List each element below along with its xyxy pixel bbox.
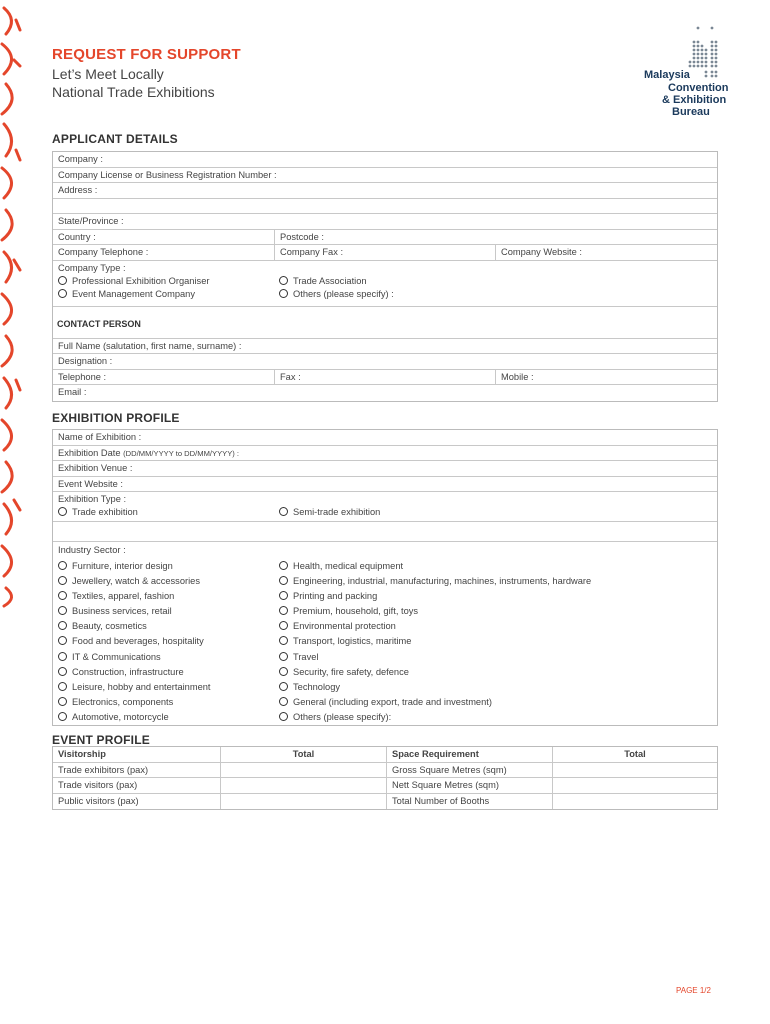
- header-space-requirement: Space Requirement: [386, 747, 552, 762]
- radio-circle-icon: [58, 636, 67, 645]
- industry-sector-option[interactable]: Environmental protection: [274, 619, 717, 634]
- industry-sector-left-column: [53, 559, 274, 726]
- industry-sector-option[interactable]: IT & Communications: [53, 650, 274, 665]
- industry-sector-option[interactable]: Others (please specify):: [274, 710, 717, 725]
- radio-event-management-company[interactable]: Event Management Company: [53, 287, 274, 300]
- radio-circle-icon: [279, 507, 288, 516]
- logo-text-bureau: Convention & Exhibition Bureau: [662, 82, 729, 118]
- public-visitors-total-field[interactable]: [220, 794, 386, 810]
- form-title: REQUEST FOR SUPPORT: [52, 46, 241, 63]
- radio-circle-icon: [58, 289, 67, 298]
- email-row[interactable]: Email :: [58, 387, 87, 397]
- mycEB-logo: [640, 22, 740, 118]
- industry-sector-group: Industry Sector : Furniture, interior design Jewellery, watch & accessories Textiles, apparel, fashion Business services, retail Beauty, cosmetics Food and beverages, hospitality IT & Communications Construction, infrastructure Leisure, hobby and entertainment Electronics, components Automotive, motorcycle Health, medical equipment Engineering, industrial, manufacturing, machines, instruments, hardware Printing and packing Premium, household, gift, toys Environmental protection Transport, logistics, maritime Travel Security, fire safety, defence Technology General (including export, trade and investment) Others (please specify):: [53, 542, 717, 725]
- contact-spacer: [53, 307, 717, 339]
- exhibition-name-row[interactable]: Name of Exhibition :: [53, 430, 717, 446]
- radio-circle-icon: [279, 667, 288, 676]
- exhibition-profile-form: [52, 429, 718, 726]
- header-visitorship: Visitorship: [58, 749, 106, 759]
- radio-circle-icon: [279, 712, 288, 721]
- industry-sector-option[interactable]: Business services, retail: [53, 604, 274, 619]
- exhibition-venue-row[interactable]: Exhibition Venue :: [53, 461, 717, 477]
- radio-circle-icon: [58, 507, 67, 516]
- industry-sector-option[interactable]: Leisure, hobby and entertainment: [53, 680, 274, 695]
- industry-sector-option[interactable]: Security, fire safety, defence: [274, 665, 717, 680]
- radio-circle-icon: [279, 636, 288, 645]
- radio-circle-icon: [58, 606, 67, 615]
- industry-sector-option[interactable]: Jewellery, watch & accessories: [53, 574, 274, 589]
- telephone-fax-website-row: [53, 245, 717, 261]
- radio-circle-icon: [279, 276, 288, 285]
- radio-circle-icon: [279, 576, 288, 585]
- table-row: Public visitors (pax) Total Number of Booths: [53, 794, 717, 810]
- radio-circle-icon: [279, 591, 288, 600]
- industry-sector-option[interactable]: Transport, logistics, maritime: [274, 634, 717, 649]
- radio-circle-icon: [279, 697, 288, 706]
- radio-circle-icon: [58, 621, 67, 630]
- industry-sector-option[interactable]: Textiles, apparel, fashion: [53, 589, 274, 604]
- radio-trade-exhibition[interactable]: Trade exhibition: [53, 505, 274, 518]
- industry-sector-option[interactable]: Beauty, cosmetics: [53, 619, 274, 634]
- state-row[interactable]: State/Province :: [53, 214, 717, 230]
- company-row[interactable]: Company :: [53, 152, 717, 168]
- industry-sector-option[interactable]: Electronics, components: [53, 695, 274, 710]
- nett-sqm-total-field[interactable]: [552, 778, 717, 793]
- company-fax-field[interactable]: Company Fax :: [274, 245, 495, 260]
- country-field[interactable]: Country :: [58, 231, 96, 242]
- radio-circle-icon: [58, 276, 67, 285]
- industry-sector-option[interactable]: Printing and packing: [274, 589, 717, 604]
- contact-fax-field[interactable]: Fax :: [274, 370, 495, 385]
- industry-sector-option[interactable]: General (including export, trade and investment): [274, 695, 717, 710]
- industry-sector-option[interactable]: Health, medical equipment: [274, 559, 717, 574]
- radio-circle-icon: [58, 561, 67, 570]
- license-row[interactable]: Company License or Business Registration Number :: [53, 168, 717, 184]
- trade-exhibitors-total-field[interactable]: [220, 763, 386, 778]
- radio-circle-icon: [58, 667, 67, 676]
- radio-circle-icon: [58, 697, 67, 706]
- company-type-group: Company Type : Professional Exhibition Organiser Trade Association Event Management Company Others (please specify) :: [53, 261, 717, 307]
- page-number: PAGE 1/2: [676, 986, 711, 995]
- radio-circle-icon: [58, 576, 67, 585]
- form-header: [52, 46, 241, 100]
- radio-professional-exhibition-organiser[interactable]: Professional Exhibition Organiser: [53, 274, 274, 287]
- contact-phone-row: [53, 370, 717, 386]
- industry-sector-option[interactable]: Automotive, motorcycle: [53, 710, 274, 725]
- contact-mobile-field[interactable]: Mobile :: [495, 370, 717, 385]
- gross-sqm-total-field[interactable]: [552, 763, 717, 778]
- applicant-details-heading: APPLICANT DETAILS: [52, 132, 178, 146]
- radio-circle-icon: [279, 682, 288, 691]
- form-subtitle: Let’s Meet Locally: [52, 66, 164, 82]
- decorative-side-pattern: [0, 0, 22, 610]
- radio-trade-association[interactable]: Trade Association: [274, 274, 717, 287]
- radio-others-company-type[interactable]: Others (please specify) :: [274, 287, 717, 300]
- event-profile-heading: EVENT PROFILE: [52, 733, 150, 747]
- event-profile-table: [52, 746, 718, 810]
- logo-text-malaysia: Malaysia: [644, 69, 690, 81]
- trade-visitors-total-field[interactable]: [220, 778, 386, 793]
- header-total-visitors: Total: [220, 747, 386, 762]
- program-name: National Trade Exhibitions: [52, 84, 215, 100]
- postcode-field[interactable]: Postcode :: [274, 230, 717, 245]
- exhibition-spacer: [53, 522, 717, 542]
- radio-circle-icon: [279, 561, 288, 570]
- country-postcode-row: [53, 230, 717, 246]
- industry-sector-option[interactable]: Food and beverages, hospitality: [53, 634, 274, 649]
- event-website-row[interactable]: Event Website :: [53, 477, 717, 493]
- event-table-header: [53, 747, 717, 763]
- company-telephone-field[interactable]: Company Telephone :: [58, 247, 149, 257]
- contact-telephone-field[interactable]: Telephone :: [58, 371, 107, 382]
- radio-circle-icon: [279, 289, 288, 298]
- industry-sector-option[interactable]: Travel: [274, 650, 717, 665]
- industry-sector-right-column: [274, 559, 717, 726]
- exhibition-date-row[interactable]: Exhibition Date (DD/MM/YYYY to DD/MM/YYYY) :: [53, 446, 717, 462]
- radio-circle-icon: [58, 591, 67, 600]
- radio-circle-icon: [279, 652, 288, 661]
- radio-circle-icon: [279, 606, 288, 615]
- industry-sector-option[interactable]: Premium, household, gift, toys: [274, 604, 717, 619]
- table-row: Trade visitors (pax) Nett Square Metres (sqm): [53, 778, 717, 794]
- booths-total-field[interactable]: [552, 794, 717, 810]
- applicant-details-form: [52, 151, 718, 402]
- company-website-field[interactable]: Company Website :: [495, 245, 717, 260]
- radio-circle-icon: [58, 652, 67, 661]
- address-row[interactable]: Address :: [53, 183, 717, 199]
- radio-semi-trade-exhibition[interactable]: Semi-trade exhibition: [274, 505, 717, 518]
- exhibition-type-group: Exhibition Type : Trade exhibition Semi-trade exhibition: [53, 492, 717, 522]
- contact-person-heading: CONTACT PERSON: [57, 319, 141, 329]
- full-name-row[interactable]: Full Name (salutation, first name, surname) :: [53, 339, 717, 355]
- header-total-space: Total: [552, 747, 717, 762]
- industry-sector-option[interactable]: Engineering, industrial, manufacturing, machines, instruments, hardware: [274, 574, 717, 589]
- address-row-2[interactable]: [53, 199, 717, 215]
- industry-sector-option[interactable]: Furniture, interior design: [53, 559, 274, 574]
- designation-row[interactable]: Designation :: [53, 354, 717, 370]
- table-row: Trade exhibitors (pax) Gross Square Metres (sqm): [53, 763, 717, 779]
- radio-circle-icon: [279, 621, 288, 630]
- exhibition-profile-heading: EXHIBITION PROFILE: [52, 411, 180, 425]
- radio-circle-icon: [58, 712, 67, 721]
- radio-circle-icon: [58, 682, 67, 691]
- industry-sector-option[interactable]: Construction, infrastructure: [53, 665, 274, 680]
- industry-sector-option[interactable]: Technology: [274, 680, 717, 695]
